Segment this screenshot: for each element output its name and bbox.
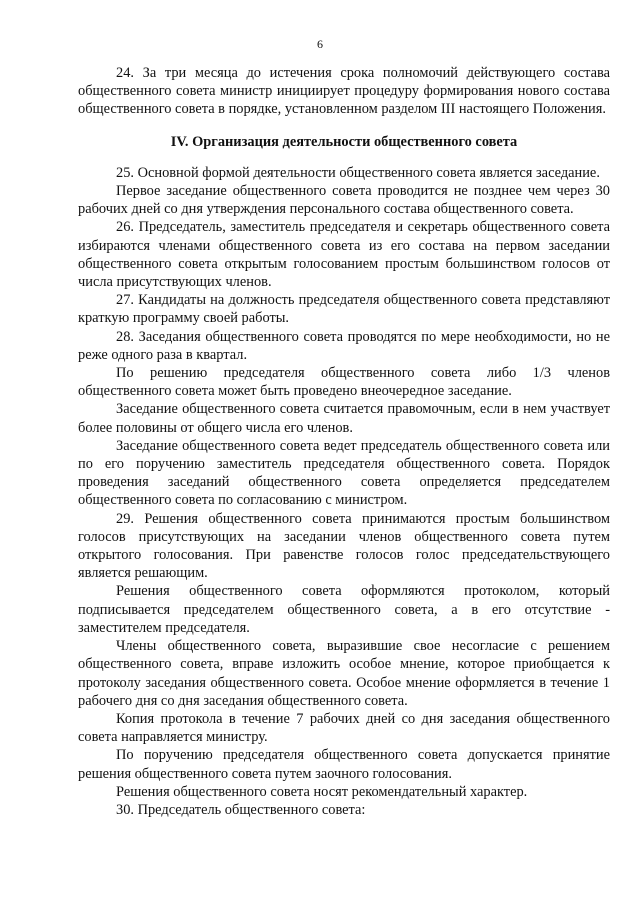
paragraph-28: 28. Заседания общественного совета проводятся по мере необходимости, но не реже одного раза в квартал. (78, 328, 610, 363)
paragraph-26: 26. Председатель, заместитель председателя и секретарь общественного совета избираются членами общественного совета из его состава на первом заседании общественного совета открытым голосованием простым большинством голосов от числа присутствующих членов. (78, 219, 610, 291)
paragraph-25: 25. Основной формой деятельности общественного совета является заседание. (116, 164, 600, 181)
paragraph: Члены общественного совета, выразившие свое несогласие с решением общественного совета, вправе изложить особое мнение, которое приобщается к протоколу заседания общественного совета. Особое мнение оформляется в течение 1 рабочего дня со дня заседания общественного совета. (78, 638, 610, 709)
paragraph-29: 29. Решения общественного совета принимаются простым большинством голосов присутствующих на заседании членов общественного совета путем открытого голосования. При равенстве голосов голос председательствующего является решающим. (78, 510, 610, 582)
page-number: 6 (317, 37, 323, 51)
paragraph: Копия протокола в течение 7 рабочих дней со дня заседания общественного совета направляется министру. (78, 710, 610, 746)
paragraph: Заседание общественного совета ведет председатель общественного совета или по его поручению заместитель председателя общественного совета. Порядок проведения заседаний общественного совета определяется председателем общественного совета по согласованию с министром. (78, 437, 610, 509)
paragraph: Решения общественного совета оформляются протоколом, который подписывается председателем общественного совета, а в его отсутствие - заместителем председателя. (78, 583, 610, 636)
section-heading: IV. Организация деятельности общественного совета (170, 133, 518, 150)
paragraph: По решению председателя общественного совета либо 1/3 членов общественного совета может быть проведено внеочередное заседание. (78, 365, 610, 400)
paragraph: По поручению председателя общественного совета допускается принятие решения общественного совета путем заочного голосования. (78, 747, 610, 782)
paragraph: Первое заседание общественного совета проводится не позднее чем через 30 рабочих дней со дня утверждения персонального состава общественного совета. (78, 183, 610, 218)
paragraph: Заседание общественного совета считается правомочным, если в нем участвует более половины от общего числа его членов. (78, 401, 610, 436)
paragraph-30: 30. Председатель общественного совета: (116, 801, 366, 818)
document-body (78, 64, 610, 819)
paragraph: Решения общественного совета носят рекомендательный характер. (116, 783, 528, 800)
paragraph-24: 24. За три месяца до истечения срока полномочий действующего состава общественного совета министр инициирует процедуру формирования нового состава общественного совета в порядке, установленном разделом III настоящего Положения. (78, 65, 610, 118)
paragraph-27: 27. Кандидаты на должность председателя общественного совета представляют краткую программу своей работы. (78, 292, 610, 327)
